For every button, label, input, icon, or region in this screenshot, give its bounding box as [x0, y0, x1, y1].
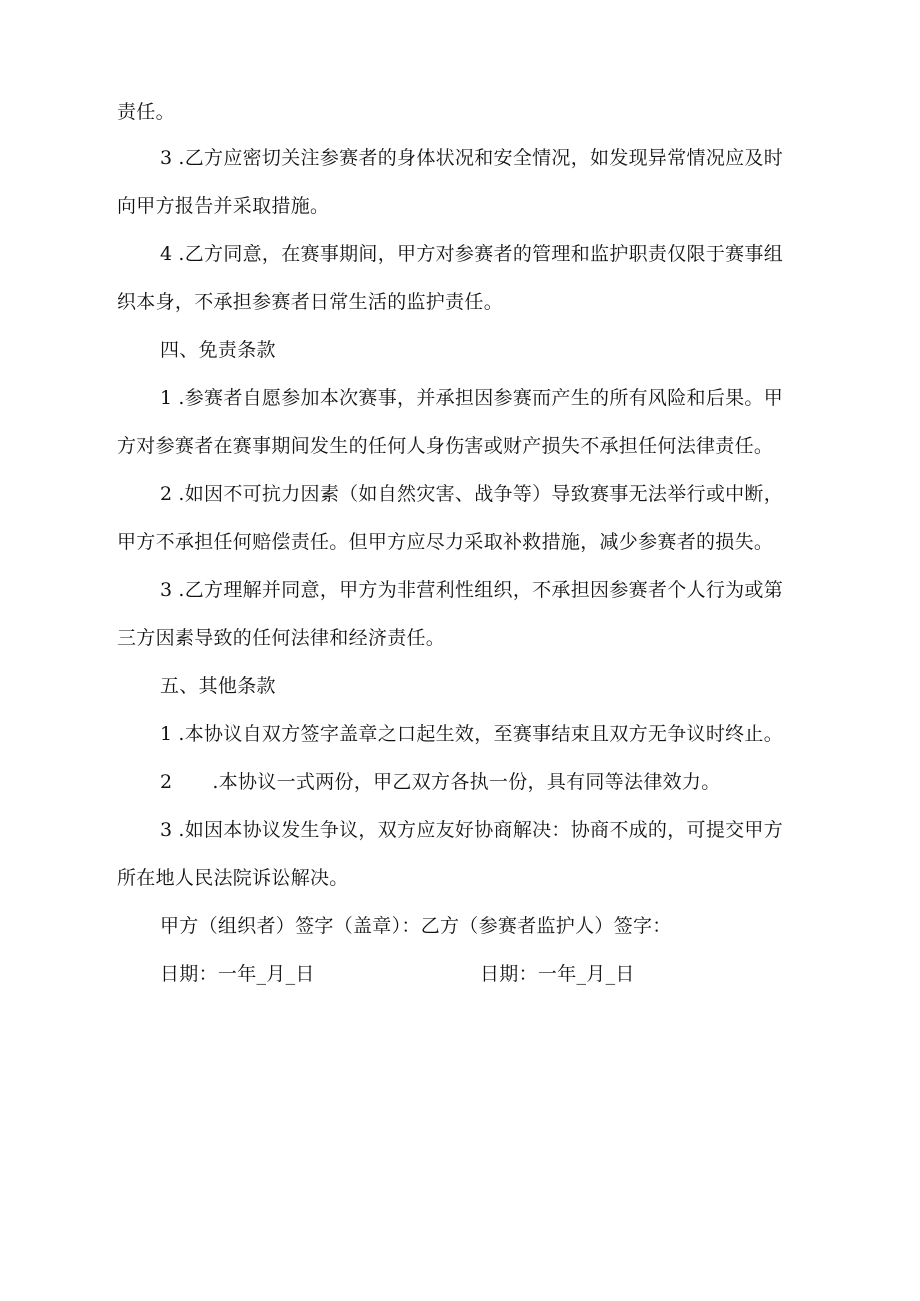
section4-item-2-line-1 [160, 482, 783, 506]
item-number: 3 [160, 819, 173, 841]
item-number: 2 [160, 483, 173, 505]
section3-item-3-line-2: 向甲方报告并采取措施。 [117, 195, 330, 217]
item-text: .如因不可抗力因素（如自然灾害、战争等）导致赛事无法举行或中断， [178, 483, 784, 505]
section3-tail-line: 责任。 [117, 101, 175, 123]
section3-item-4-line-1 [160, 242, 783, 266]
section4-item-2-line-2: 甲方不承担任何赔偿责任。但甲方应尽力采取补救措施，减少参赛者的损失。 [117, 531, 774, 553]
section5-item-3-line-1 [160, 818, 783, 842]
item-text: .乙方理解并同意，甲方为非营利性组织，不承担因参赛者个人行为或第 [178, 579, 784, 601]
section3-item-3-line-1 [160, 146, 783, 170]
item-text: .参赛者自愿参加本次赛事，并承担因参赛而产生的所有风险和后果。甲 [178, 387, 784, 409]
section4-item-1-line-2: 方对参赛者在赛事期间发生的任何人身伤害或财产损失不承担任何法律责任。 [117, 435, 774, 457]
party-a-date: 日期：一年_月_日 [160, 963, 315, 985]
section5-heading: 五、其他条款 [160, 675, 276, 697]
item-text: .如因本协议发生争议，双方应友好协商解决：协商不成的，可提交甲方 [178, 819, 784, 841]
section4-item-3-line-1 [160, 578, 783, 602]
section5-item-3-line-2: 所在地人民法院诉讼解决。 [117, 867, 349, 889]
item-text: .本协议自双方签字盖章之口起生效，至赛事结束且双方无争议时终止。 [178, 723, 784, 745]
item-text: .乙方应密切关注参赛者的身体状况和安全情况，如发现异常情况应及时 [178, 147, 784, 169]
party-b-date: 日期：一年_月_日 [480, 963, 635, 985]
section4-item-3-line-2: 三方因素导致的任何法律和经济责任。 [117, 627, 446, 649]
section5-item-2-line-1 [160, 770, 721, 794]
item-number: 4 [160, 243, 173, 265]
section5-item-1-line-1 [160, 722, 783, 746]
item-number: 3 [160, 579, 173, 601]
section4-item-1-line-1 [160, 386, 783, 410]
item-number: 3 [160, 147, 173, 169]
item-number: 1 [160, 723, 173, 745]
item-number: 2 [160, 771, 173, 793]
item-number: 1 [160, 387, 173, 409]
section4-heading: 四、免责条款 [160, 339, 276, 361]
item-text: .乙方同意，在赛事期间，甲方对参赛者的管理和监护职责仅限于赛事组 [178, 243, 784, 265]
section3-item-4-line-2: 织本身，不承担参赛者日常生活的监护责任。 [117, 291, 504, 313]
signature-line: 甲方（组织者）签字（盖章）：乙方（参赛者监护人）签字： [160, 915, 672, 937]
item-text: .本协议一式两份，甲乙双方各执一份，具有同等法律效力。 [212, 771, 721, 793]
